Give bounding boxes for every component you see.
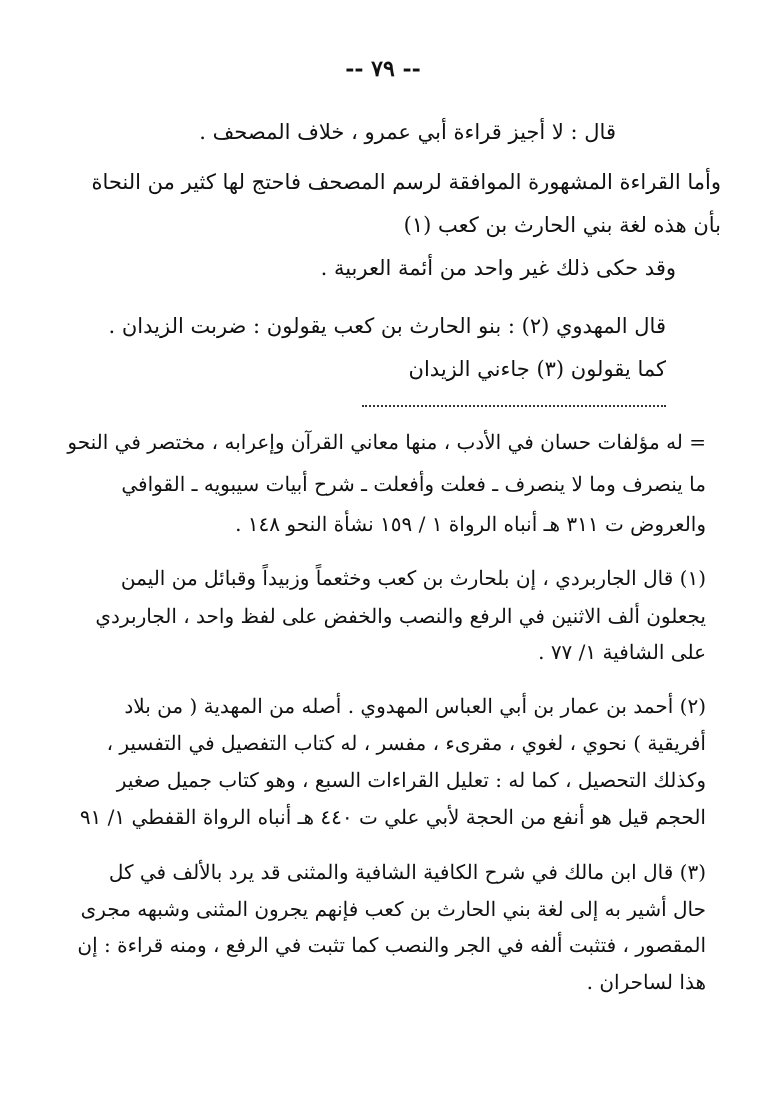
footnote-separator: [362, 405, 666, 407]
footnote-line: (٢) أحمد بن عمار بن أبي العباس المهدوي . أصله من المهدية ( من بلاد: [124, 694, 706, 718]
footnote-line: وكذلك التحصيل ، كما له : تعليل القراءات السبع ، وهو كتاب جميل صغير: [116, 768, 706, 792]
main-text-line: قال : لا أجيز قراءة أبي عمرو ، خلاف المصحف .: [199, 120, 616, 144]
footnote-line: يجعلون ألف الاثنين في الرفع والنصب والخفض على لفظ واحد ، الجاربردي: [95, 604, 706, 628]
footnote-line: (٣) قال ابن مالك في شرح الكافية الشافية والمثنى قد يرد بالألف في كل: [108, 860, 706, 884]
footnote-line: أفريقية ) نحوي ، لغوي ، مقرىء ، مفسر ، له كتاب التفصيل في التفسير ،: [106, 731, 706, 755]
footnote-line: الحجم قيل هو أنفع من الحجة لأبي علي ت ٤٤٠ هـ أنباه الرواة القفطي ١/ ٩١: [79, 805, 706, 829]
main-text-line: وقد حكى ذلك غير واحد من أئمة العربية .: [320, 256, 676, 280]
footnote-line: حال أشير به إلى لغة بني الحارث بن كعب فإنهم يجرون المثنى وشبهه مجرى: [80, 897, 706, 921]
footnote-line: والعروض ت ٣١١ هـ أنباه الرواة ١ / ١٥٩ نشأة النحو ١٤٨ .: [235, 512, 706, 536]
footnote-line: هذا لساحران .: [586, 970, 706, 994]
main-text-line: كما يقولون (٣) جاءني الزيدان: [408, 357, 666, 381]
main-text-line: وأما القراءة المشهورة الموافقة لرسم المصحف فاحتج لها كثير من النحاة: [91, 170, 721, 194]
main-text-line: قال المهدوي (٢) : بنو الحارث بن كعب يقولون : ضربت الزيدان .: [108, 314, 666, 338]
page-number: -- ٧٩ --: [345, 56, 421, 82]
footnote-line: ما ينصرف وما لا ينصرف ـ فعلت وأفعلت ـ شرح أبيات سيبويه ـ القوافي: [121, 472, 706, 496]
footnote-line: المقصور ، فتثبت ألفه في الجر والنصب كما تثبت في الرفع ، ومنه قراءة : إن: [77, 933, 706, 957]
footnote-line: = له مؤلفات حسان في الأدب ، منها معاني القرآن وإعرابه ، مختصر في النحو: [67, 430, 706, 454]
footnote-line: (١) قال الجاربردي ، إن بلحارث بن كعب وخثعماً وزبيداً وقبائل من اليمن: [120, 566, 706, 590]
main-text-line: بأن هذه لغة بني الحارث بن كعب (١): [403, 213, 721, 237]
footnote-line: على الشافية ١/ ٧٧ .: [538, 640, 706, 664]
